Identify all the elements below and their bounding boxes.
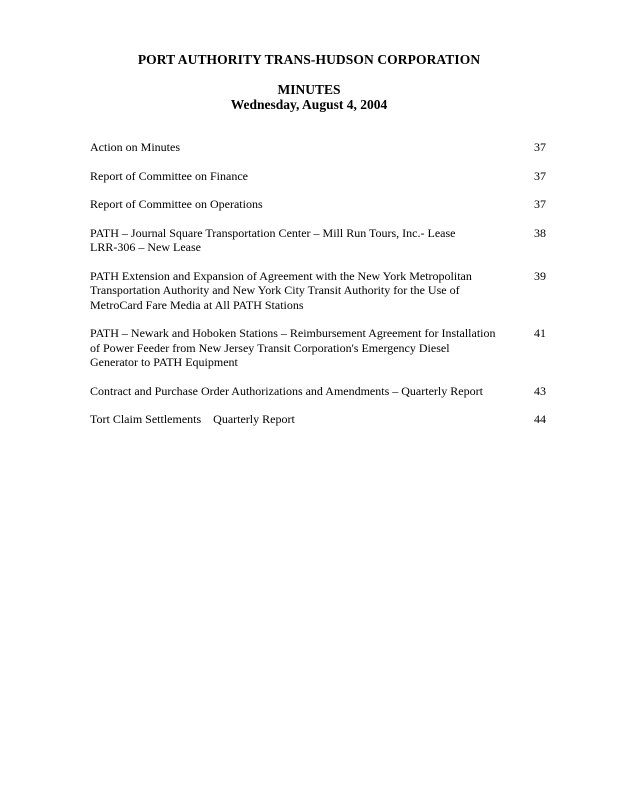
meeting-date: Wednesday, August 4, 2004 bbox=[230, 97, 388, 112]
toc-item-page: 37 bbox=[534, 168, 546, 183]
toc-item bbox=[90, 326, 546, 370]
minutes-heading: MINUTES bbox=[277, 82, 341, 97]
toc-item-page: 44 bbox=[534, 412, 546, 426]
toc-item-text: Contract and Purchase Order Authorizations and Amendments – Quarterly Report bbox=[90, 383, 483, 398]
toc-item-page: 37 bbox=[534, 140, 546, 154]
toc-item-text: PATH Extension and Expansion of Agreement with the New York Metropolitan Transportation Authority and New York City Transit Authority for the Use of MetroCard Fare Media at All PATH Stations bbox=[90, 268, 472, 312]
toc-item-text: PATH – Journal Square Transportation Center – Mill Run Tours, Inc.- Lease LRR-306 – New Lease bbox=[90, 225, 456, 254]
toc-item-page: 43 bbox=[534, 383, 546, 398]
organization-title: PORT AUTHORITY TRANS-HUDSON CORPORATION bbox=[137, 52, 481, 67]
toc-item-text: Report of Committee on Finance bbox=[90, 168, 248, 183]
toc-item bbox=[90, 384, 546, 399]
toc-item-text: Tort Claim Settlements Quarterly Report bbox=[90, 412, 295, 426]
toc-item-text: PATH – Newark and Hoboken Stations – Reimbursement Agreement for Installation of Power Feeder from New Jersey Transit Corporation's Emergency Diesel Generator to PATH Equipment bbox=[90, 326, 496, 369]
toc-item-page: 41 bbox=[534, 326, 546, 340]
toc-item-text: Report of Committee on Operations bbox=[90, 197, 263, 211]
toc-item bbox=[90, 412, 546, 427]
toc-item-page: 39 bbox=[534, 268, 546, 283]
toc-item bbox=[90, 226, 546, 255]
toc-item bbox=[90, 269, 546, 313]
toc-item bbox=[90, 140, 546, 155]
toc-item bbox=[90, 197, 546, 212]
table-of-contents bbox=[90, 140, 546, 441]
toc-item-text: Action on Minutes bbox=[90, 140, 180, 154]
toc-item-page: 37 bbox=[534, 197, 546, 211]
toc-item bbox=[90, 169, 546, 184]
toc-item-page: 38 bbox=[534, 225, 546, 240]
